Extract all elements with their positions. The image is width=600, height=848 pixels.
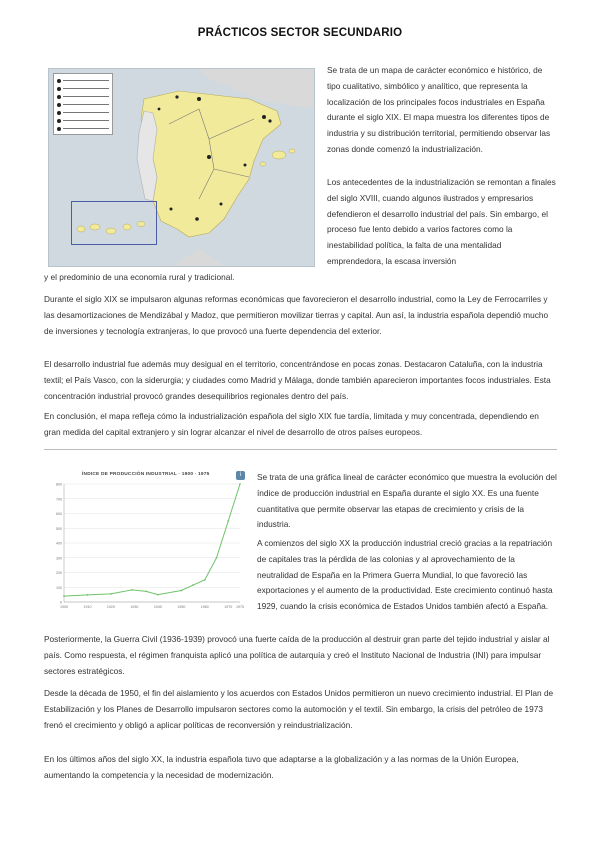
data-point (157, 594, 159, 596)
industry-focus-barcelona (268, 119, 271, 122)
industry-focus-asturias (175, 95, 178, 98)
data-point (239, 483, 241, 485)
industry-focus-basque (197, 97, 201, 101)
y-tick-label: 300 (56, 556, 62, 561)
y-tick-label: 0 (60, 600, 62, 605)
data-point (216, 557, 218, 559)
industry-focus-catalonia (262, 115, 266, 119)
chart-paragraph-4: Desde la década de 1950, el fin del aislamiento y los acuerdos con Estados Unidos permitieron un nuevo crecimiento industrial. El Plan de Estabilización y los Planes de Desarrollo impulsaron sectores como la automoción y el textil. Sin embargo, la crisis del petróleo de 1973 frenó el crecimiento y obligó a aplicar políticas de reconversión y reindustrialización. (44, 688, 554, 730)
industrial-map-19th-century (48, 68, 315, 267)
y-tick-label: 100 (56, 585, 62, 590)
chart-paragraph-1: Se trata de una gráfica lineal de carácter económico que muestra la evolución del índice de producción industrial en España durante el siglo XX. Es una fuente cuantitativa que permite observar las etapas de crecimiento y crisis de la industria. (257, 472, 557, 530)
x-tick-label: 1970 (224, 605, 233, 609)
x-tick-label: 1900 (60, 605, 68, 609)
data-point (180, 590, 182, 592)
x-tick-label: 1950 (177, 605, 186, 609)
industry-focus-almeria (220, 203, 223, 206)
data-point (131, 589, 133, 591)
x-tick-label: 1910 (83, 605, 92, 609)
industry-focus-malaga (195, 217, 199, 221)
data-point (63, 595, 65, 597)
industry-focus-valencia (244, 164, 247, 167)
y-tick-label: 800 (56, 482, 62, 487)
map-paragraph-2-continued: y el predominio de una economía rural y tradicional. (44, 272, 235, 282)
page-title: PRÁCTICOS SECTOR SECUNDARIO (197, 27, 403, 39)
data-point (145, 590, 147, 592)
industry-focus-madrid (207, 155, 211, 159)
y-tick-label: 700 (56, 497, 62, 502)
balearic-mallorca (272, 151, 286, 159)
x-tick-label: 1920 (106, 605, 115, 609)
chart-svg (44, 470, 248, 612)
map-paragraph-3: Durante el siglo XIX se impulsaron algunas reformas económicas que favorecieron el desarrollo industrial, como la Ley de Ferrocarriles y las desamortizaciones de Mendizábal y Madoz, que permitieron movilizar tierras y capital. Aun así, la industria española dependió mucho de inversiones y tecnología extranjeras, lo que provocó una fuerte dependencia del exterior. (44, 294, 549, 336)
industry-focus-sevilla (170, 208, 173, 211)
y-tick-label: 200 (56, 571, 62, 575)
chart-title: ÍNDICE DE PRODUCCIÓN INDUSTRIAL · 1900 · 1975 (82, 472, 210, 477)
chart-info-icon: i (236, 471, 245, 480)
map-paragraph-5: En conclusión, el mapa refleja cómo la industrialización española del siglo XIX fue tardía, limitada y muy concentrada, dependiendo en gran medida del capital extranjero y sin lograr alcanzar el nivel de desarrollo de otros países europeos. (44, 411, 539, 437)
x-tick-label: 1975 (236, 605, 244, 609)
map-paragraph-4: El desarrollo industrial fue además muy desigual en el territorio, concentrándose en pocas zonas. Destacaron Cataluña, con la industria textil; el País Vasco, con la siderurgia; y ciudades como Madrid y Málaga, donde también aparecieron importantes focos industriales. Esta concentración industrial provocó grandes desequilibrios regionales dentro del país. (44, 359, 551, 401)
data-point (192, 584, 194, 586)
section-divider (44, 449, 557, 450)
map-paragraph-2: Los antecedentes de la industrialización se remontan a finales del siglo XVIII, cuando algunos ilustrados y empresarios defendieron el desarrollo industrial del país. Sin embargo, el proceso fue lento debido a varios factores como la inestabilidad política, la falta de una mentalidad emprendedora, la escasa inversión (327, 177, 556, 266)
x-tick-label: 1960 (200, 605, 209, 609)
chart-paragraph-3: Posteriormente, la Guerra Civil (1936-1939) provocó una fuerte caída de la producción al destruir gran parte del tejido industrial y aislar al país. Como respuesta, el régimen franquista aplicó una política de autarquía y creó el Instituto Nacional de Industria (INI) para impulsar sectores estratégicos. (44, 634, 550, 676)
x-tick-label: 1930 (130, 605, 139, 609)
balearic-ibiza (260, 162, 266, 166)
production-index-line (64, 484, 240, 596)
y-tick-label: 600 (56, 512, 62, 516)
y-tick-label: 400 (56, 541, 62, 546)
canary-inset-frame (71, 201, 157, 245)
data-point (110, 593, 112, 595)
balearic-menorca (289, 149, 295, 153)
data-point (227, 520, 229, 522)
africa-land (169, 249, 229, 267)
industrial-production-chart (44, 470, 248, 612)
x-tick-label: 1940 (153, 605, 162, 609)
industry-focus-galicia (158, 108, 161, 111)
data-point (204, 579, 206, 581)
chart-paragraph-5: En los últimos años del siglo XX, la industria española tuvo que adaptarse a la globalización y a las normas de la Unión Europea, aumentando la competencia y la necesidad de modernización. (44, 754, 519, 780)
data-point (87, 594, 89, 596)
map-legend (53, 73, 113, 135)
y-tick-label: 500 (56, 526, 62, 531)
chart-paragraph-2: A comienzos del siglo XX la producción industrial creció gracias a la repatriación de capitales tras la pérdida de las colonias y al aprovechamiento de la neutralidad de España en la Primera Guerra Mundial, lo que favoreció las exportaciones y el aumento de la productividad. Este crecimiento continuó hasta 1929, cuando la crisis económica de Estados Unidos también afectó a España. (257, 538, 553, 612)
map-paragraph-1: Se trata de un mapa de carácter económico e histórico, de tipo cualitativo, simbólico y analítico, que representa la localización de los principales focos industriales en España durante el siglo XIX. El mapa muestra los diferentes tipos de industria y su distribución territorial, permitiendo observar las zonas donde comenzó la industrialización. (327, 65, 551, 154)
